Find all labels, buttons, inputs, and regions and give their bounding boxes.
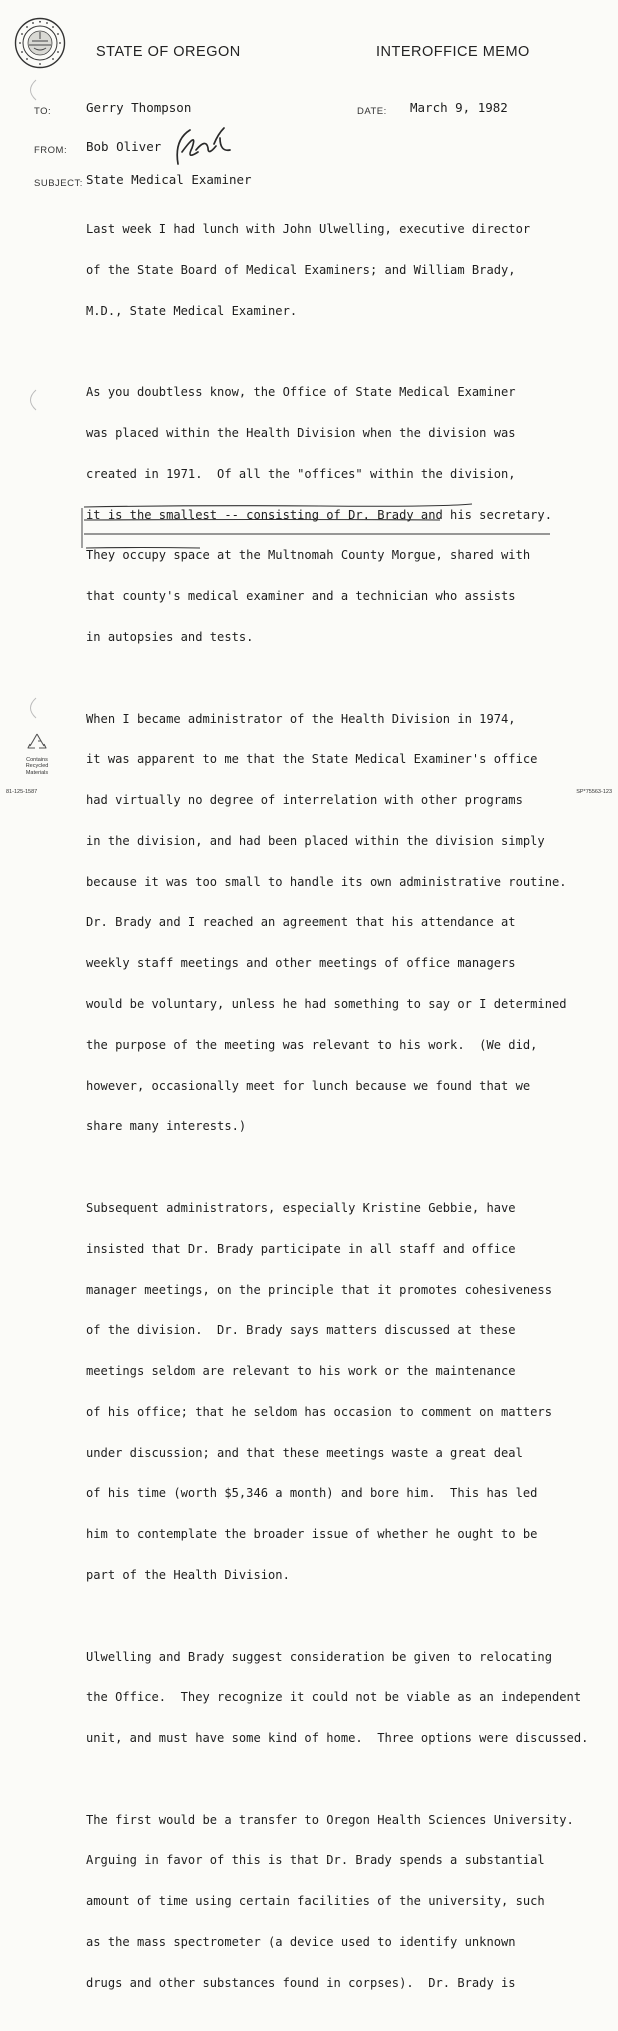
- body-line: however, occasionally meet for lunch because we found that we: [86, 1078, 531, 1093]
- body-line: because it was too small to handle its own administrative routine.: [86, 874, 567, 889]
- body-line: part of the Health Division.: [86, 1567, 290, 1582]
- body-line: drugs and other substances found in corpses). Dr. Brady is: [86, 1975, 516, 1990]
- memo-paragraph: [86, 1786, 606, 2017]
- body-line: of the State Board of Medical Examiners; and William Brady,: [86, 262, 516, 277]
- body-line: the purpose of the meeting was relevant to his work. (We did,: [86, 1037, 538, 1052]
- body-line: They occupy space at the Multnomah County Morgue, shared with: [86, 548, 531, 563]
- body-line: Subsequent administrators, especially Kristine Gebbie, have: [86, 1200, 516, 1215]
- memo-type-title: INTEROFFICE MEMO: [376, 44, 530, 60]
- body-line: it was apparent to me that the State Medical Examiner's office: [86, 752, 538, 767]
- memo-paragraph: [86, 359, 606, 672]
- to-value: Gerry Thompson: [86, 100, 192, 115]
- form-code-left: 81-125-1587: [6, 789, 38, 795]
- body-line: Arguing in favor of this is that Dr. Brady spends a substantial: [86, 1853, 545, 1868]
- body-line: in autopsies and tests.: [86, 630, 254, 644]
- body-line: the Office. They recognize it could not be viable as an independent: [86, 1690, 582, 1705]
- body-line: amount of time using certain facilities of the university, such: [86, 1894, 545, 1909]
- recycled-materials-label: Contains Recycled Materials: [25, 756, 49, 776]
- punch-hole-mark: [22, 78, 40, 102]
- body-line: weekly staff meetings and other meetings of office managers: [86, 956, 516, 971]
- body-line: M.D., State Medical Examiner.: [86, 303, 298, 318]
- body-line: Dr. Brady and I reached an agreement that his attendance at: [86, 915, 516, 930]
- memo-paragraph: [86, 196, 606, 346]
- body-line: that county's medical examiner and a technician who assists: [86, 589, 516, 604]
- body-line: insisted that Dr. Brady participate in all staff and office: [86, 1241, 516, 1256]
- body-line: Ulwelling and Brady suggest consideration be given to relocating: [86, 1649, 552, 1664]
- body-line: under discussion; and that these meetings waste a great deal: [86, 1445, 523, 1460]
- recycled-materials-notice: [22, 732, 52, 776]
- recycle-icon: [26, 732, 48, 752]
- subject-label: SUBJECT:: [34, 178, 83, 189]
- memo-paragraph: [86, 1175, 606, 1610]
- memo-paragraph: [86, 685, 606, 1161]
- body-line: The first would be a transfer to Oregon Health Sciences University.: [86, 1812, 574, 1827]
- body-line: him to contemplate the broader issue of whether he ought to be: [86, 1527, 538, 1542]
- date-value: March 9, 1982: [410, 100, 508, 115]
- body-line: Last week I had lunch with John Ulwelling, executive director: [86, 222, 531, 237]
- body-line: manager meetings, on the principle that it promotes cohesiveness: [86, 1282, 552, 1297]
- state-seal-icon: [14, 17, 66, 69]
- memo-body: [86, 196, 606, 2031]
- body-line: share many interests.): [86, 1119, 247, 1134]
- handwritten-initials-signature: [168, 120, 240, 170]
- body-line: created in 1971. Of all the "offices" within the division,: [86, 466, 516, 481]
- body-line: As you doubtless know, the Office of State Medical Examiner: [86, 385, 516, 400]
- body-line: it is the smallest -- consisting of Dr. Brady and his secretary.: [86, 507, 552, 522]
- from-value: Bob Oliver: [86, 139, 162, 154]
- form-code-right: SP*75563-123: [576, 789, 612, 795]
- subject-value: State Medical Examiner: [86, 172, 252, 187]
- body-line: of his time (worth $5,346 a month) and bore him. This has led: [86, 1486, 538, 1501]
- to-label: TO:: [34, 106, 52, 117]
- body-line: as the mass spectrometer (a device used to identify unknown: [86, 1935, 516, 1949]
- body-line: of his office; that he seldom has occasion to comment on matters: [86, 1404, 552, 1419]
- from-label: FROM:: [34, 145, 68, 156]
- body-line: When I became administrator of the Health Division in 1974,: [86, 711, 516, 726]
- body-line: had virtually no degree of interrelation with other programs: [86, 793, 523, 808]
- punch-hole-mark: [22, 696, 40, 720]
- memo-paragraph: [86, 1623, 606, 1773]
- body-line: meetings seldom are relevant to his work or the maintenance: [86, 1364, 516, 1379]
- body-line: in the division, and had been placed within the division simply: [86, 833, 545, 848]
- body-line: would be voluntary, unless he had something to say or I determined: [86, 997, 567, 1012]
- punch-hole-mark: [22, 388, 40, 412]
- body-line: was placed within the Health Division when the division was: [86, 426, 516, 441]
- organization-name: STATE OF OREGON: [96, 44, 241, 60]
- date-label: DATE:: [357, 106, 387, 117]
- body-line: of the division. Dr. Brady says matters discussed at these: [86, 1323, 516, 1338]
- body-line: unit, and must have some kind of home. Three options were discussed.: [86, 1731, 589, 1746]
